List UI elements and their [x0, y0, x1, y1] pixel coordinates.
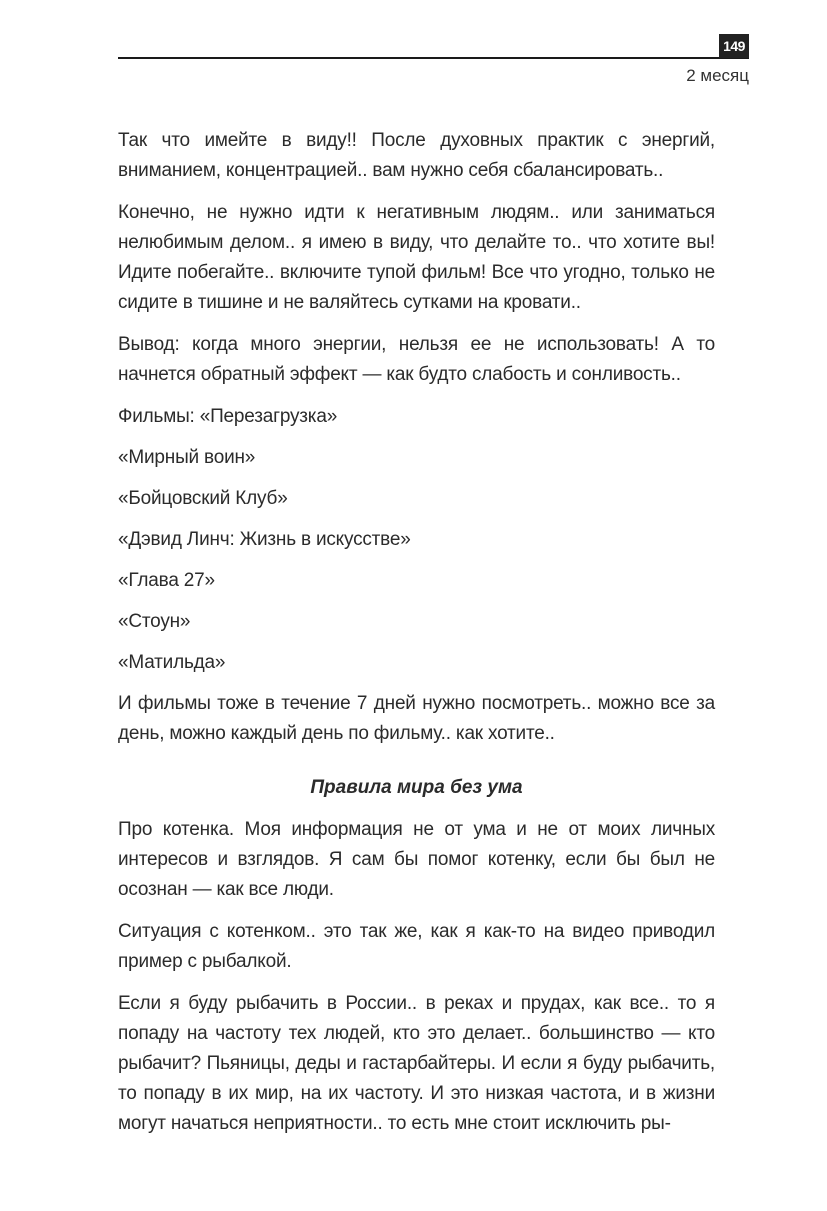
- paragraph: Так что имейте в виду!! После духовных практик с энергий, вниманием, концентрацией.. вам нужно себя сбалансировать..: [118, 130, 715, 181]
- paragraph: И фильмы тоже в течение 7 дней нужно посмотреть.. можно все за день, можно каждый день по фильму.. как хотите..: [118, 693, 715, 744]
- paragraph: Вывод: когда много энергии, нельзя ее не использовать! А то начнется обратный эффект — как будто слабость и сонливость..: [118, 334, 715, 385]
- film-item: «Мирный воин»: [118, 447, 256, 468]
- paragraph: Ситуация с котенком.. это так же, как я как-то на видео приводил пример с рыбалкой.: [118, 921, 715, 972]
- film-item: «Дэвид Линч: Жизнь в искусстве»: [118, 529, 411, 550]
- film-item: «Стоун»: [118, 611, 191, 632]
- paragraph: Конечно, не нужно идти к негативным людям.. или заниматься нелюбимым делом.. я имею в виду, что делайте то.. что хотите вы! Идите побегайте.. включите тупой фильм! Все что угодно, только не сидите в тишине и не валяйтесь сутками на кровати..: [118, 202, 715, 313]
- section-title: Правила мира без ума: [310, 777, 523, 798]
- page-body: [118, 126, 715, 1151]
- film-item: «Матильда»: [118, 652, 226, 673]
- header-rule: [118, 57, 749, 59]
- films-label: Фильмы: «Перезагрузка»: [118, 406, 338, 427]
- page-number: 149: [719, 34, 749, 58]
- running-head: 2 месяц: [686, 66, 749, 85]
- paragraph: Про котенка. Моя информация не от ума и не от моих личных интересов и взглядов. Я сам бы помог котенку, если бы был не осознан — как все люди.: [118, 819, 715, 900]
- film-item: «Глава 27»: [118, 570, 215, 591]
- film-item: «Бойцовский Клуб»: [118, 488, 288, 509]
- paragraph: Если я буду рыбачить в России.. в реках и прудах, как все.. то я попаду на частоту тех людей, кто это делает.. большинство — кто рыбачит? Пьяницы, деды и гастарбайтеры. И если я буду рыбачить, то попаду в их мир, на их частоту. И это низкая частота, и в жизни могут начаться неприятности.. то есть мне стоит исключить ры-: [118, 993, 715, 1134]
